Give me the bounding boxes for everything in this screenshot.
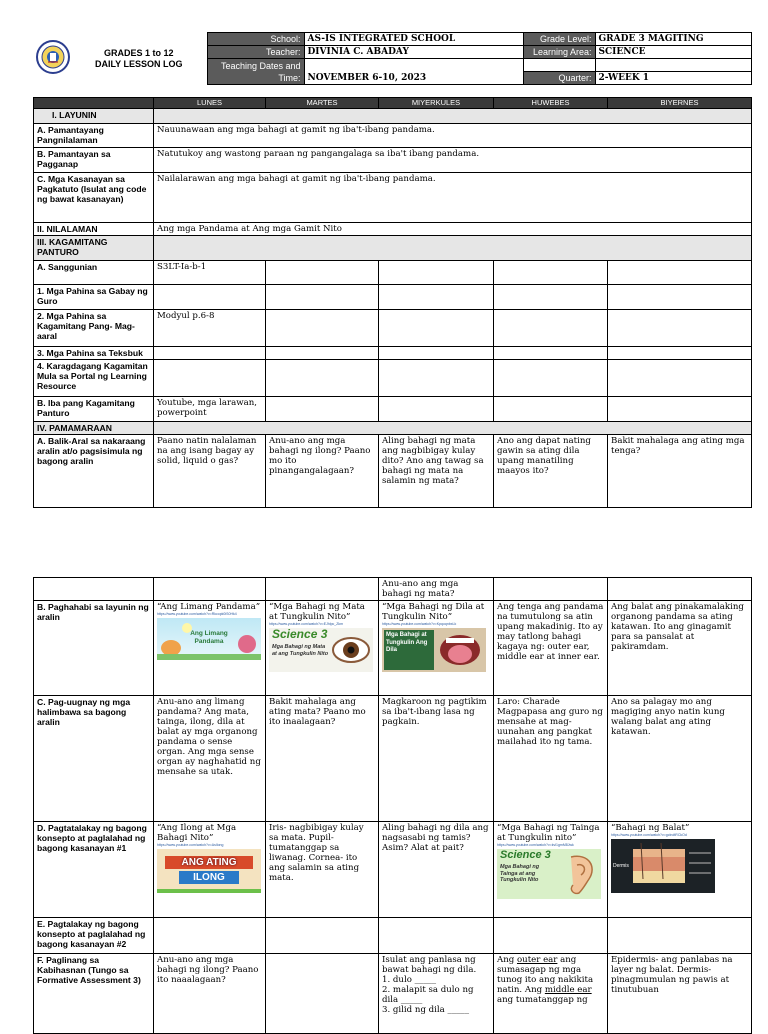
pag-uugnay-friday: Ano sa palagay mo ang magiging anyo natin kung walang balat ang ating katawan. bbox=[608, 696, 752, 822]
paglinang-wednesday-item-2: 2. malapit sa dulo ng dila _____ bbox=[382, 985, 474, 1005]
dates-label-line-2: Time: bbox=[278, 72, 301, 83]
pag-uugnay-tuesday: Bakit mahalaga ang ating mata? Paano mo ito inaalagaan? bbox=[266, 696, 379, 822]
pag-uugnay-wednesday: Magkaroon ng pagtikim sa iba't-ibang lasa ng pagkain. bbox=[379, 696, 494, 822]
paghahabi-monday bbox=[154, 601, 266, 696]
paglinang-monday: Anu-ano ang mga bahagi ng ilong? Paano ito naaalagaan? bbox=[154, 954, 266, 1034]
thumbnail-science-label: Science 3 bbox=[500, 849, 551, 861]
paghahabi-thursday: Ang tenga ang pandama na tumutulong sa atin upang makadinig. Ito ay may tatlong bahagi kagaya ng: outer ear, middle ear at inner ear. bbox=[494, 601, 608, 696]
text-fragment: ang tumatanggap ng bbox=[497, 995, 588, 1005]
paglinang-wednesday-instruction: Isulat ang panlasa ng bawat bahagi ng dila. bbox=[382, 955, 477, 975]
limang-pandama-thumbnail[interactable] bbox=[157, 618, 261, 660]
label-kagamitang-pang-mag-aaral: 2. Mga Pahina sa Kagamitang Pang- Mag-aaral bbox=[34, 310, 154, 347]
paghahabi-wednesday bbox=[379, 601, 494, 696]
mata-thumbnail[interactable] bbox=[269, 628, 373, 672]
section-pamamaraan: IV. PAMAMARAAN bbox=[34, 422, 154, 435]
nilalaman-text: Ang mga Pandama at Ang mga Gamit Nito bbox=[154, 223, 752, 236]
video-link[interactable]: https://www.youtube.com/watch?v=EJhlpc_Zkm bbox=[269, 622, 344, 626]
teacher-label: Teacher: bbox=[207, 46, 304, 59]
pag-uugnay-thursday: Laro: Charade Magpapasa ang guro ng mensahe at mag-uunahan ang pangkat mailahad ito ng tama. bbox=[494, 696, 608, 822]
pagtatalakay-1-wednesday: Aling bahagi ng dila ang nagsasabi ng tamis? Asim? Alat at pait? bbox=[379, 822, 494, 918]
label-pagtalakay-2: E. Pagtalakay ng bagong konsepto at paglalahad ng bagong kasanayan #2 bbox=[34, 918, 154, 954]
thumbnail-subtitle: Mga Bahagi ng Tainga at ang Tungkulin Nito bbox=[500, 864, 540, 883]
text-fragment: Ang bbox=[497, 955, 517, 965]
pagtatalakay-monday-title: “Ang Ilong at Mga Bahagi Nito” bbox=[157, 823, 237, 843]
pagtatalakay-thursday-title: “Mga Bahagi ng Tainga at Tungkulin nito” bbox=[497, 823, 600, 843]
header bbox=[33, 32, 751, 84]
mga-kasanayan-text: Nailalarawan ang mga bahagi at gamit ng iba't-ibang pandama. bbox=[154, 173, 752, 223]
text-fragment: ang sumasagap ng mga tunog ito ang nakikita natin. Ang bbox=[497, 955, 594, 995]
tainga-thumbnail[interactable] bbox=[497, 849, 601, 899]
paglinang-friday: Epidermis- ang panlabas na layer ng balat. Dermis- pinagmumulan ng pawis at tinutubuan bbox=[608, 954, 752, 1034]
paglinang-wednesday-item-1: 1. dulo _____ bbox=[382, 975, 437, 985]
paghahabi-wednesday-title: “Mga Bahagi ng Dila at Tungkulin Nito” bbox=[382, 602, 485, 622]
video-link[interactable]: https://www.youtube.com/watch?v=gcIndtRCkOd bbox=[611, 833, 687, 837]
label-iba-pang-kagamitan: B. Iba pang Kagamitang Panturo bbox=[34, 397, 154, 422]
label-paglinang: F. Paglinang sa Kabihasnan (Tungo sa Formative Assessment 3) bbox=[34, 954, 154, 1034]
title-line-1: GRADES 1 to 12 bbox=[103, 47, 174, 58]
balat-thumbnail[interactable] bbox=[611, 839, 715, 893]
grade-level-label: Grade Level: bbox=[523, 33, 595, 46]
label-gabay-ng-guro: 1. Mga Pahina sa Gabay ng Guro bbox=[34, 285, 154, 310]
outer-ear-term: outer ear bbox=[516, 955, 558, 965]
title-line-2: DAILY LESSON LOG bbox=[94, 58, 183, 69]
school-value: AS-IS INTEGRATED SCHOOL bbox=[304, 33, 523, 46]
label-paghahabi: B. Paghahabi sa layunin ng aralin bbox=[34, 601, 154, 696]
video-link[interactable]: https://www.youtube.com/watch?v=kvl1gmM8Jwk bbox=[497, 843, 574, 847]
quarter-label: Quarter: bbox=[523, 72, 595, 85]
paghahabi-tuesday bbox=[266, 601, 379, 696]
layunin-empty bbox=[154, 109, 752, 124]
thumbnail-title-line-1: Ang Limang bbox=[190, 630, 228, 637]
thumbnail-title-line-2: Pandama bbox=[194, 638, 224, 645]
kagamitan-empty bbox=[154, 236, 752, 261]
corner-header-cell bbox=[34, 98, 154, 109]
video-link[interactable]: https://www.youtube.com/watch?v=Rkcopk0iS0Hk4 bbox=[157, 612, 237, 616]
label-pag-uugnay: C. Pag-uugnay ng mga halimbawa sa bagong aralin bbox=[34, 696, 154, 822]
balik-aral-friday: Bakit mahalaga ang ating mga tenga? bbox=[608, 435, 752, 508]
label-sanggunian: A. Sanggunian bbox=[34, 261, 154, 285]
tongue-icon bbox=[436, 630, 484, 670]
school-label: School: bbox=[207, 33, 304, 46]
day-header-thursday: HUWEBES bbox=[494, 98, 608, 109]
label-pagtatalakay-1: D. Pagtatalakay ng bagong konsepto at paglalahad ng bagong kasanayan #1 bbox=[34, 822, 154, 918]
label-nilalaman: II. NILALAMAN bbox=[34, 223, 154, 236]
label-teksbuk: 3. Mga Pahina sa Teksbuk bbox=[34, 347, 154, 360]
thumbnail-title-line-2: ILONG bbox=[179, 871, 239, 884]
balik-aral-monday: Paano natin nalalaman na ang isang bagay ay solid, liquid o gas? bbox=[154, 435, 266, 508]
learning-area-value: SCIENCE bbox=[595, 46, 751, 59]
paghahabi-friday: Ang balat ang pinakamalaking organong pandama sa ating katawan. Ito ang ginagamit para sa pansalat at pakiramdam. bbox=[608, 601, 752, 696]
learning-area-label: Learning Area: bbox=[523, 46, 595, 59]
document-title bbox=[71, 33, 207, 85]
days-header-row bbox=[34, 98, 752, 109]
lesson-log-table-2 bbox=[33, 577, 752, 1034]
label-mga-kasanayan: C. Mga Kasanayan sa Pagkatuto (Isulat ang code ng bawat kasanayan) bbox=[34, 173, 154, 223]
dila-thumbnail[interactable] bbox=[382, 628, 486, 672]
ear-icon bbox=[559, 853, 599, 897]
balik-aral-wednesday: Aling bahagi ng mata ang nagbibigay kulay dito? Ano ang tawag sa bahagi ng mata na salamin ng mata? bbox=[379, 435, 494, 508]
quarter-value: 2-WEEK 1 bbox=[595, 72, 751, 85]
continued-wednesday: Anu-ano ang mga bahagi ng mata? bbox=[379, 578, 494, 601]
balik-aral-tuesday: Anu-ano ang mga bahagi ng ilong? Paano mo ito pinangangalagaan? bbox=[266, 435, 379, 508]
label-pamantayang-pangnilalaman: A. Pamantayang Pangnilalaman bbox=[34, 124, 154, 148]
video-link[interactable]: https://www.youtube.com/watch?v=KpqoqnbxLk bbox=[382, 622, 457, 626]
thumbnail-science-label: Science 3 bbox=[272, 628, 328, 641]
iba-pang-kagamitan-monday: Youtube, mga larawan, powerpoint bbox=[154, 397, 266, 422]
day-header-wednesday: MIYERKULES bbox=[379, 98, 494, 109]
seal-icon bbox=[36, 40, 70, 74]
thumbnail-subtitle: Mga Bahagi ng Mata at ang Tungkulin Nito bbox=[272, 644, 329, 657]
pagtatalakay-1-monday bbox=[154, 822, 266, 918]
pag-uugnay-monday: Anu-ano ang limang pandama? Ang mata, tainga, ilong, dila at balat ay mga organong pandama o sense organ. Ang mga sense organ ay naghahatid ng mensahe sa utak. bbox=[154, 696, 266, 822]
paghahabi-tuesday-title: “Mga Bahagi ng Mata at Tungkulin Nito” bbox=[269, 602, 365, 622]
day-header-monday: LUNES bbox=[154, 98, 266, 109]
section-layunin: I. LAYUNIN bbox=[34, 109, 154, 124]
pagtatalakay-1-tuesday: Iris- nagbibigay kulay sa mata. Pupil- tumatanggap sa liwanag. Cornea- ito ang salamin sa ating mata. bbox=[266, 822, 379, 918]
sanggunian-monday: S3LT-Ia-b-1 bbox=[154, 261, 266, 285]
lesson-log-table-1 bbox=[33, 97, 752, 508]
pagtatalakay-1-friday bbox=[608, 822, 752, 918]
thumbnail-title-box: Mga Bahagi at Tungkulin Ang Dila bbox=[384, 630, 434, 670]
label-balik-aral: A. Balik-Aral sa nakaraang aralin at/o pagsisimula ng bagong aralin bbox=[34, 435, 154, 508]
paglinang-wednesday-item-3: 3. gilid ng dila _____ bbox=[382, 1005, 470, 1015]
thumbnail-title-line-1: ANG ATING bbox=[165, 856, 253, 869]
pamantayan-sa-pagganap-text: Natutukoy ang wastong paraan ng pangangalaga sa iba't ibang pandama. bbox=[154, 148, 752, 173]
kagamitang-pang-mag-aaral-monday: Modyul p.6-8 bbox=[154, 310, 266, 347]
day-header-tuesday: MARTES bbox=[266, 98, 379, 109]
middle-ear-term: middle ear bbox=[544, 985, 592, 995]
dermis-label: Dermis bbox=[613, 863, 629, 869]
pagtatalakay-1-thursday bbox=[494, 822, 608, 918]
eye-icon bbox=[331, 630, 371, 670]
pamamaraan-empty bbox=[154, 422, 752, 435]
day-header-friday: BIYERNES bbox=[608, 98, 752, 109]
paglinang-thursday bbox=[494, 954, 608, 1034]
paglinang-wednesday bbox=[379, 954, 494, 1034]
label-pamantayan-sa-pagganap: B. Pamantayan sa Pagganap bbox=[34, 148, 154, 173]
pagtatalakay-friday-title: “Bahagi ng Balat” bbox=[611, 823, 690, 833]
balik-aral-thursday: Ano ang dapat nating gawin sa ating dila upang manatiling maayos ito? bbox=[494, 435, 608, 508]
paghahabi-monday-title: “Ang Limang Pandama” bbox=[157, 602, 261, 612]
grade-level-value: GRADE 3 MAGITING bbox=[595, 33, 751, 46]
pamantayang-pangnilalaman-text: Nauunawaan ang mga bahagi at gamit ng iba't-ibang pandama. bbox=[154, 124, 752, 148]
ilong-thumbnail[interactable] bbox=[157, 849, 261, 893]
deped-seal-logo bbox=[33, 33, 71, 85]
teaching-dates-label bbox=[207, 59, 304, 85]
label-karagdagang-kagamitan: 4. Karagdagang Kagamitan Mula sa Portal ng Learning Resource bbox=[34, 360, 154, 397]
teacher-value: DIVINIA C. ABADAY bbox=[304, 46, 523, 59]
video-link[interactable]: https://www.youtube.com/watch?v=AsIlong bbox=[157, 843, 224, 847]
section-kagamitang-panturo: III. KAGAMITANG PANTURO bbox=[34, 236, 154, 261]
dates-label-line-1: Teaching Dates and bbox=[220, 60, 301, 71]
teaching-dates-value: NOVEMBER 6-10, 2023 bbox=[304, 59, 523, 85]
